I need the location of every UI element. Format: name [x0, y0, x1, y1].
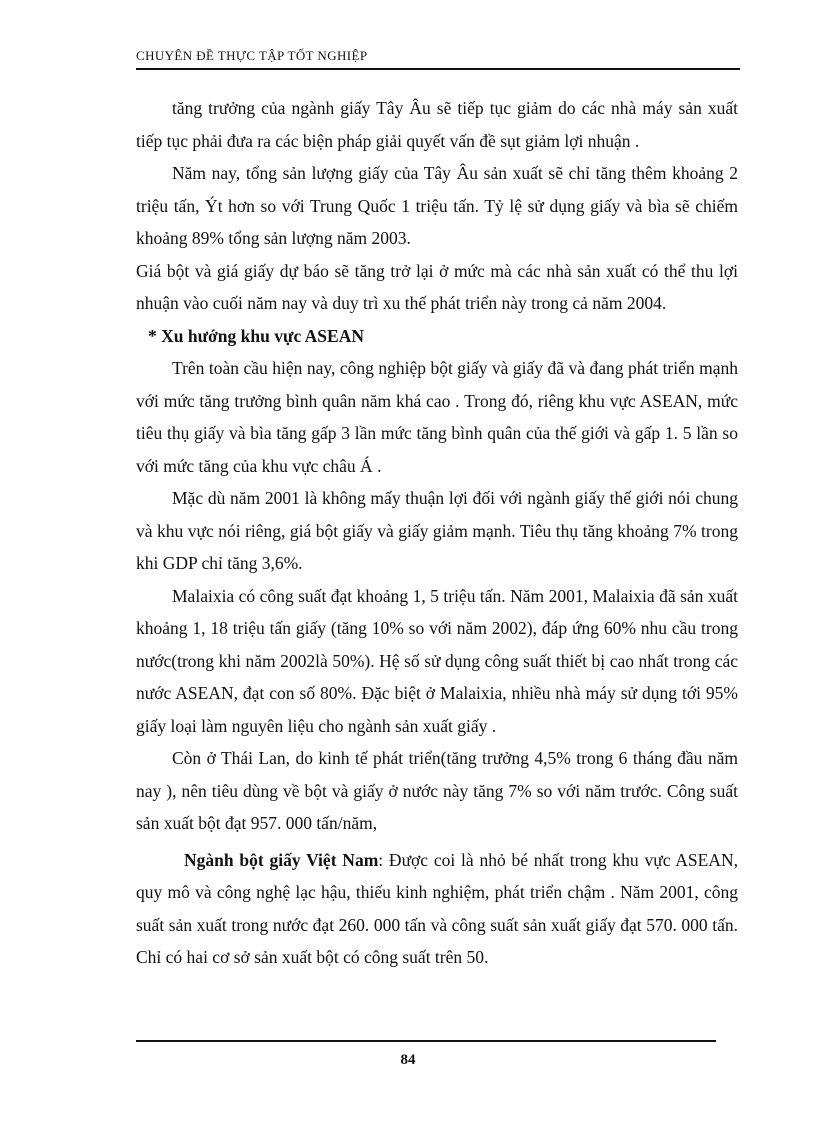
section-heading-asean: * Xu hướng khu vực ASEAN — [148, 325, 364, 346]
paragraph-malaysia: Malaixia có công suất đạt khoảng 1, 5 triệu tấn. Năm 2001, Malaixia đã sản xuất khoảng 1, 18 triệu tấn giấy (tăng 10% so với năm 2002), đáp ứng 60% nhu cầu trong nước(trong khi năm 2002là 50%). Hệ số sử dụng công suất thiết bị cao nhất trong các nước ASEAN, đạt con số 80%. Đặc biệt ở Malaixia, nhiều nhà máy sử dụng tới 95% giấy loại làm nguyên liệu cho ngành sản xuất giấy . — [136, 585, 738, 736]
header-divider — [136, 68, 740, 70]
paragraph-price-forecast: Giá bột và giá giấy dự báo sẽ tăng trở lại ở mức mà các nhà sản xuất có thể thu lợi nhuận vào cuối năm nay và duy trì xu thế phát triển này trong cả năm 2004. — [136, 260, 738, 313]
paragraph-vietnam — [136, 844, 738, 974]
paragraph-western-europe-output: Năm nay, tổng sản lượng giấy của Tây Âu sản xuất sẽ chỉ tăng thêm khoảng 2 triệu tấn, Ýt hơn so với Trung Quốc 1 triệu tấn. Tỷ lệ sử dụng giấy và bìa sẽ chiếm khoảng 89% tổng sản lượng năm 2003. — [136, 163, 738, 248]
footer-divider — [136, 1040, 716, 1042]
vietnam-paragraph-text: : Được coi là nhỏ bé nhất trong khu vực ASEAN, quy mô và công nghệ lạc hậu, thiếu kinh nghiệm, phát triển chậm . Năm 2001, công suất sản xuất trong nước đạt 260. 000 tấn và công suất sản xuất giấy đạt 570. 000 tấn. Chỉ có hai cơ sở sản xuất bột có công suất trên 50. — [136, 849, 738, 967]
page-header-title: CHUYÊN ĐỀ THỰC TẬP TỐT NGHIỆP — [136, 48, 368, 63]
paragraph-2001-market: Mặc dù năm 2001 là không mấy thuận lợi đối với ngành giấy thế giới nói chung và khu vực nói riêng, giá bột giấy và giấy giảm mạnh. Tiêu thụ tăng khoảng 7% trong khi GDP chỉ tăng 3,6%. — [136, 488, 738, 573]
paragraph-asean-trend: Trên toàn cầu hiện nay, công nghiệp bột giấy và giấy đã và đang phát triển mạnh với mức tăng trưởng bình quân năm khá cao . Trong đó, riêng khu vực ASEAN, mức tiêu thụ giấy và bìa tăng gấp 3 lần mức tăng bình quân của thế giới và gấp 1. 5 lần so với mức tăng của khu vực châu Á . — [136, 358, 738, 476]
paragraph-thailand: Còn ở Thái Lan, do kinh tế phát triển(tăng trưởng 4,5% trong 6 tháng đầu năm nay ), nên tiêu dùng về bột và giấy ở nước này tăng 7% so với năm trước. Công suất sản xuất bột đạt 957. 000 tấn/năm, — [136, 748, 738, 833]
vietnam-heading-lead: Ngành bột giấy Việt Nam — [184, 849, 379, 870]
paragraph-western-europe-growth: tăng trưởng của ngành giấy Tây Âu sẽ tiếp tục giảm do các nhà máy sản xuất tiếp tục phải đưa ra các biện pháp giải quyết vấn đề sụt giảm lợi nhuận . — [136, 98, 738, 151]
page-number: 84 — [400, 1052, 416, 1068]
page-body — [136, 92, 738, 974]
